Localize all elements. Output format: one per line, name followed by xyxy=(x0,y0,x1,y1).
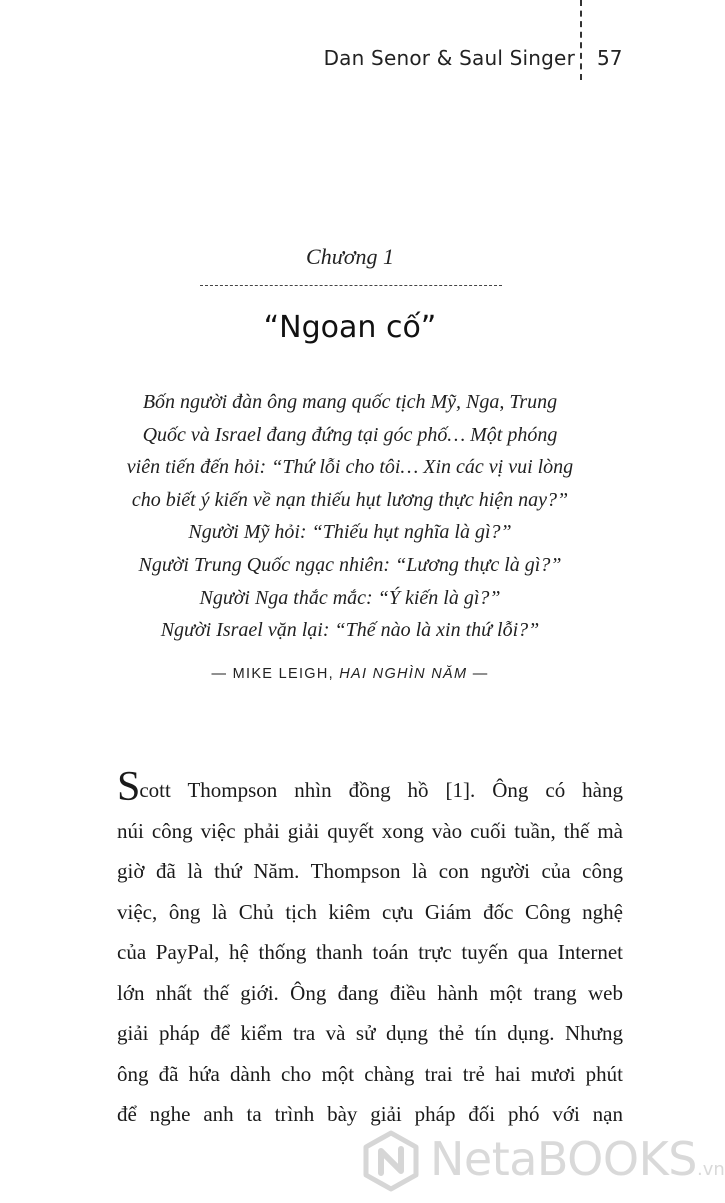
body-line: giải pháp để kiểm tra và sử dụng thẻ tín dụng. Nhưng xyxy=(117,1021,623,1045)
body-paragraph xyxy=(117,766,623,1135)
body-line: lớn nhất thế giới. Ông đang điều hành một trang web xyxy=(117,980,623,1005)
body-line: núi công việc phải giải quyết xong vào cuối tuần, thế mà xyxy=(117,818,623,843)
epigraph-line: Người Mỹ hỏi: “Thiếu hụt nghĩa là gì?” xyxy=(188,521,512,544)
chapter-label: Chương 1 xyxy=(306,244,394,269)
body-line: của PayPal, hệ thống thanh toán trực tuyến qua Internet xyxy=(117,940,623,964)
chapter-divider xyxy=(200,285,502,286)
attribution-suffix: — xyxy=(467,666,489,682)
body-line: giờ đã là thứ Năm. Thompson là con người của công xyxy=(117,859,623,883)
body-line: ông đã hứa dành cho một chàng trai trẻ hai mươi phút xyxy=(117,1061,623,1086)
epigraph-line: Người Trung Quốc ngạc nhiên: “Lương thực là gì?” xyxy=(138,553,562,576)
epigraph xyxy=(60,386,640,647)
body-line: việc, ông là Chủ tịch kiêm cựu Giám đốc Công nghệ xyxy=(117,899,623,924)
header-dashed-rule xyxy=(580,0,582,80)
watermark-text xyxy=(430,1132,725,1186)
epigraph-attribution xyxy=(0,666,700,682)
drop-cap: S xyxy=(117,764,140,810)
running-head: Dan Senor & Saul Singer xyxy=(323,46,575,70)
chapter-title: “Ngoan cố” xyxy=(263,310,437,345)
epigraph-line: Người Nga thắc mắc: “Ý kiến là gì?” xyxy=(199,586,501,609)
n-logo-icon xyxy=(360,1130,422,1192)
watermark-brand: NetaBOOKS xyxy=(430,1132,697,1186)
epigraph-line: Người Israel vặn lại: “Thế nào là xin thứ lỗi?” xyxy=(160,619,540,642)
epigraph-line: Quốc và Israel đang đứng tại góc phố… Một phóng xyxy=(142,423,558,446)
watermark-tld: .vn xyxy=(696,1159,725,1180)
epigraph-line: viên tiến đến hỏi: “Thứ lỗi cho tôi… Xin các vị vui lòng xyxy=(126,456,574,479)
attribution-book-title: HAI NGHÌN NĂM xyxy=(339,666,468,682)
attribution-prefix: — MIKE LEIGH, xyxy=(211,666,340,682)
body-line xyxy=(117,766,623,811)
body-line: để nghe anh ta trình bày giải pháp đối phó với nạn xyxy=(117,1102,623,1126)
watermark xyxy=(360,1128,725,1192)
epigraph-line: Bốn người đàn ông mang quốc tịch Mỹ, Nga, Trung xyxy=(142,391,558,413)
epigraph-line: cho biết ý kiến về nạn thiếu hụt lương thực hiện nay?” xyxy=(131,488,569,511)
page-number: 57 xyxy=(597,46,623,70)
body-first-line-text: cott Thompson nhìn đồng hồ [1]. Ông có hàng xyxy=(139,778,623,802)
